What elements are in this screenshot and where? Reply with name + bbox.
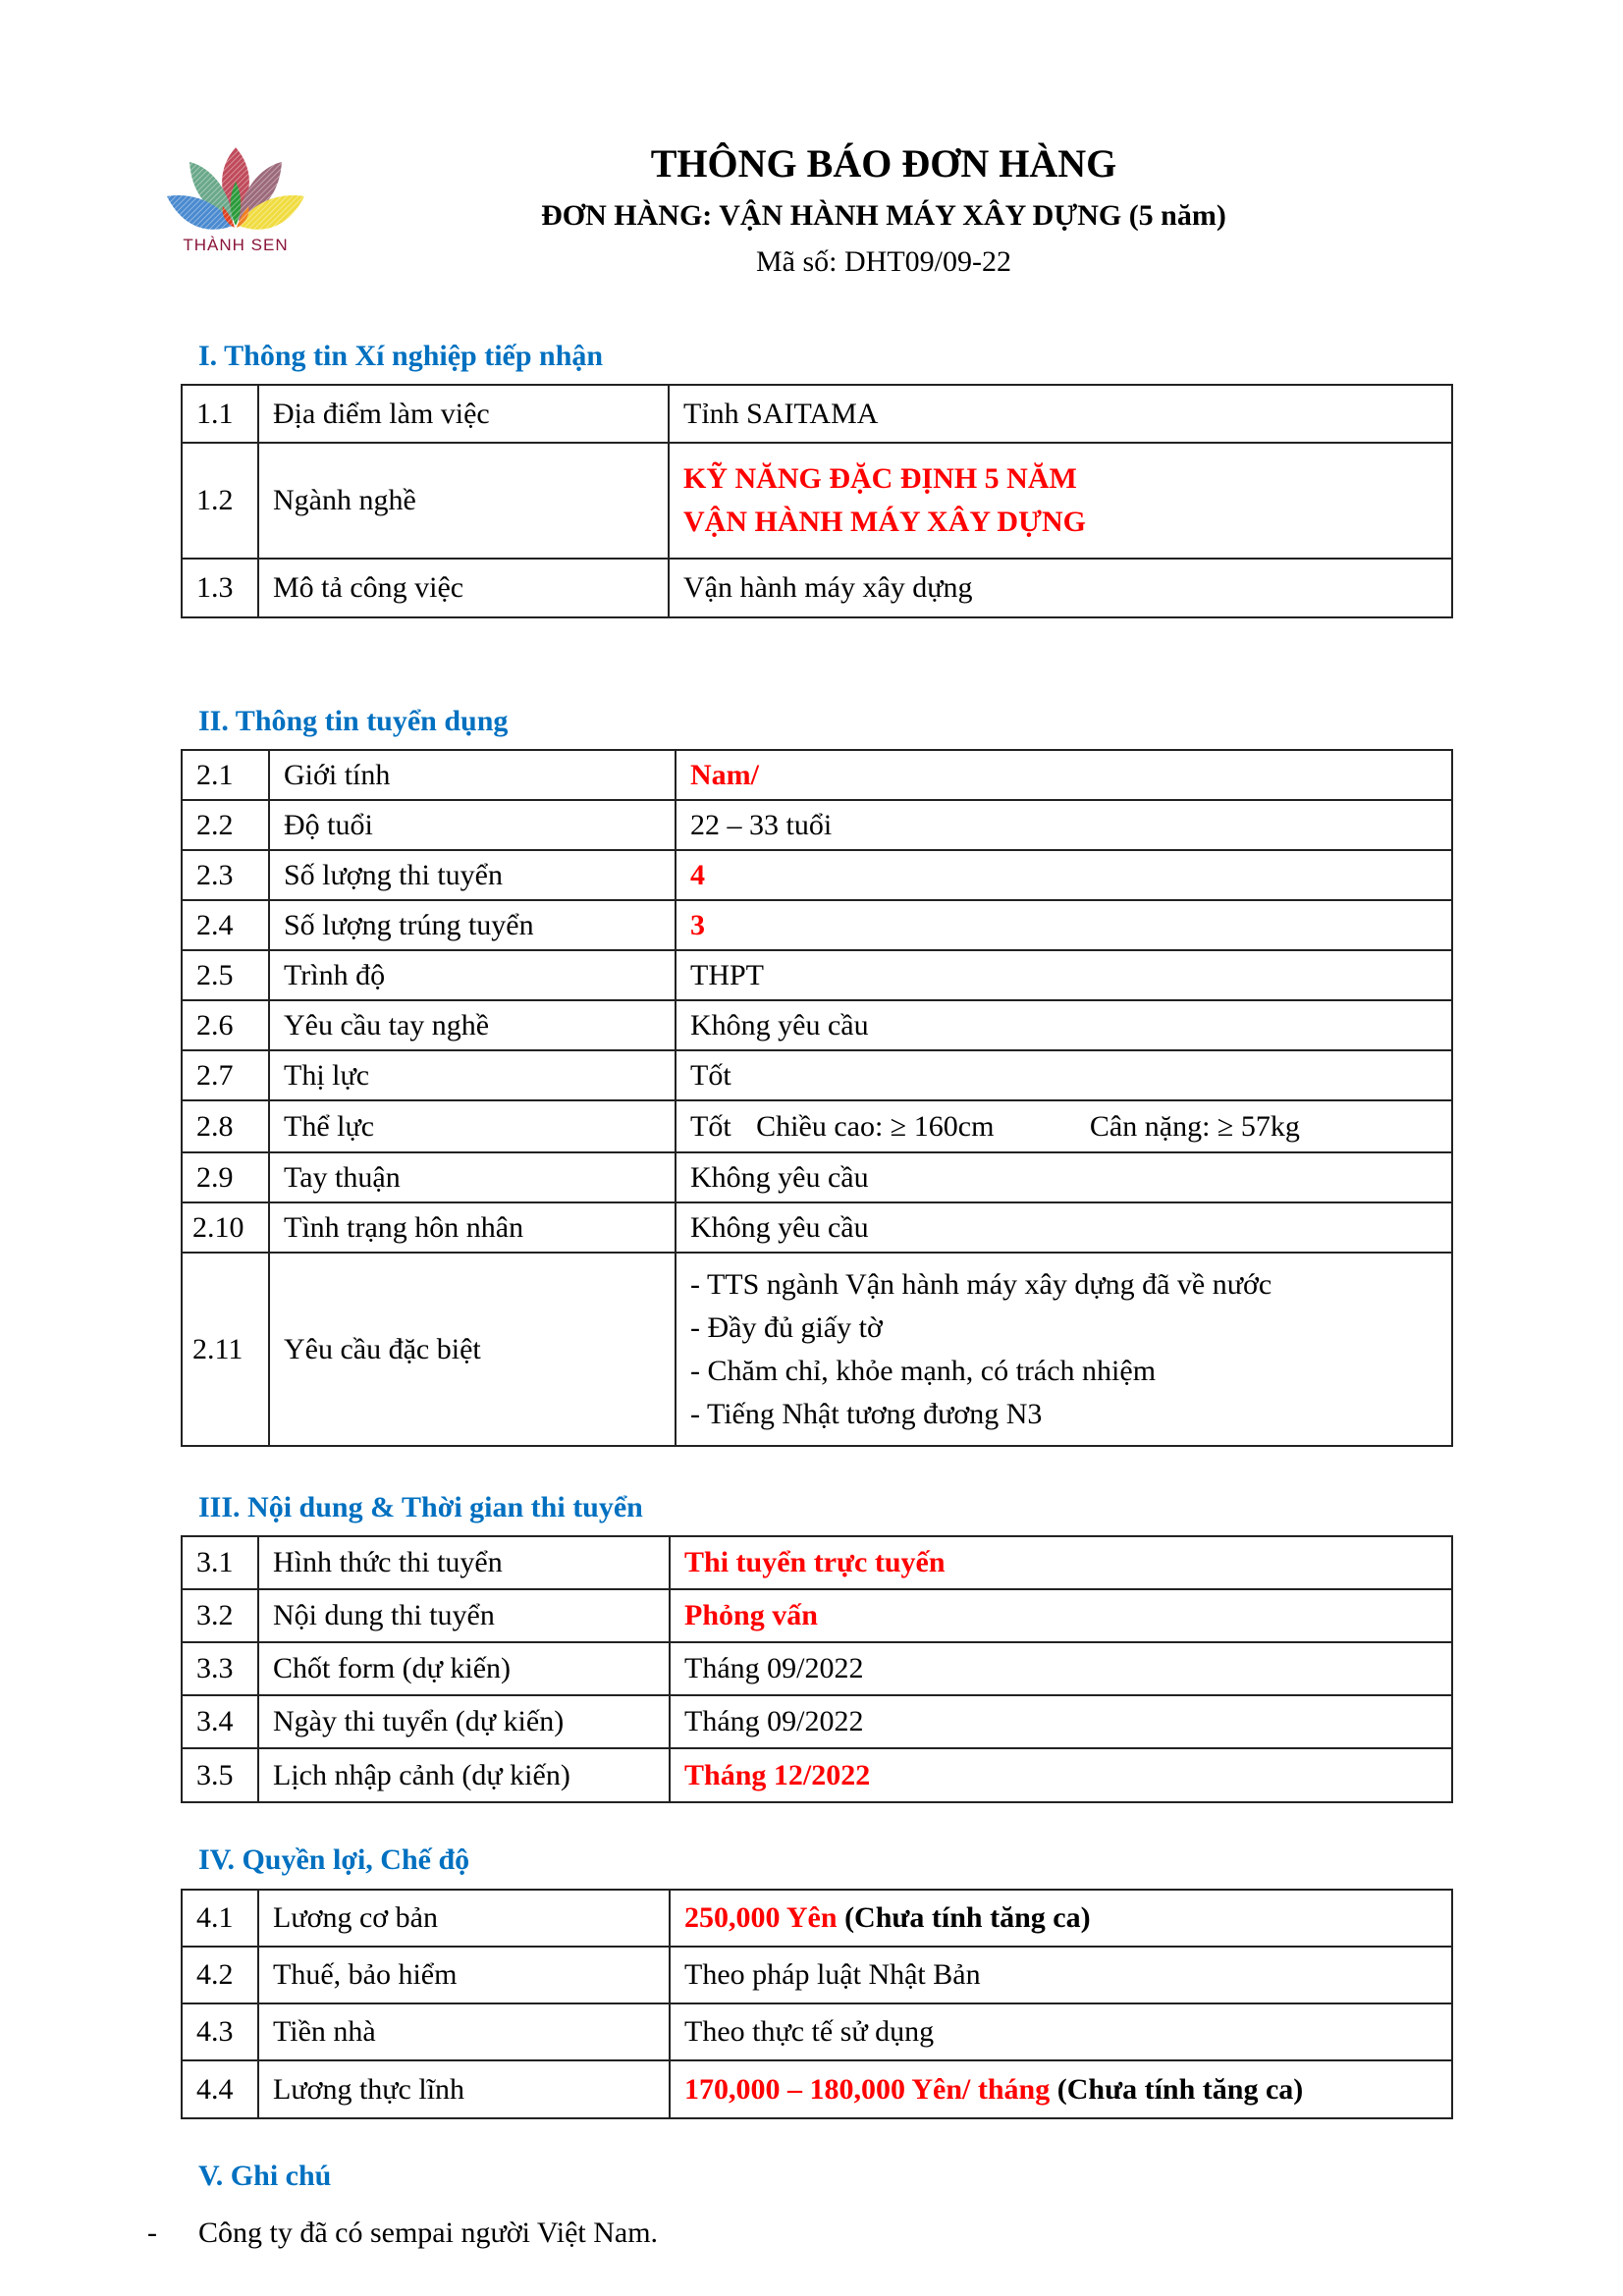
section-heading-3: III. Nội dung & Thời gian thi tuyển	[198, 1491, 643, 1523]
row-label: Số lượng trúng tuyển	[269, 900, 676, 950]
row-label: Giới tính	[269, 750, 676, 800]
row-label: Ngày thi tuyển (dự kiến)	[258, 1695, 670, 1748]
row-value: Tháng 09/2022	[670, 1642, 1452, 1695]
row-value-list	[676, 1253, 1452, 1446]
row-value	[670, 2060, 1452, 2118]
row-label: Độ tuổi	[269, 800, 676, 850]
row-value: Không yêu cầu	[676, 1152, 1452, 1202]
row-label: Yêu cầu đặc biệt	[269, 1253, 676, 1446]
row-number: 1.2	[182, 443, 258, 559]
row-label: Tiền nhà	[258, 2003, 670, 2060]
table-row	[182, 1890, 1452, 1947]
row-number: 2.10	[182, 1202, 269, 1253]
row-label: Thị lực	[269, 1050, 676, 1100]
table-row	[182, 1100, 1452, 1152]
fitness-value: Tốt	[690, 1109, 731, 1143]
row-value: 3	[676, 900, 1452, 950]
table-row	[182, 1642, 1452, 1695]
section-heading-5: V. Ghi chú	[198, 2160, 332, 2192]
row-number: 2.9	[182, 1152, 269, 1202]
row-value: Không yêu cầu	[676, 1000, 1452, 1050]
table-row	[182, 1152, 1452, 1202]
table-row	[182, 1050, 1452, 1100]
row-number: 2.4	[182, 900, 269, 950]
weight-requirement: Cân nặng: ≥ 57kg	[1089, 1109, 1300, 1143]
table-row	[182, 1947, 1452, 2003]
row-label: Lương thực lĩnh	[258, 2060, 670, 2118]
row-label: Số lượng thi tuyển	[269, 850, 676, 900]
row-value	[669, 443, 1452, 559]
row-number: 4.4	[182, 2060, 258, 2118]
row-value-line: KỸ NĂNG ĐẶC ĐỊNH 5 NĂM	[683, 462, 1077, 495]
section-1-table	[181, 384, 1453, 618]
table-row	[182, 850, 1452, 900]
row-label: Lương cơ bản	[258, 1890, 670, 1947]
row-number: 4.2	[182, 1947, 258, 2003]
section-4-table	[181, 1889, 1453, 2119]
section-heading-2: II. Thông tin tuyển dụng	[198, 705, 509, 737]
table-row	[182, 2060, 1452, 2118]
row-value: Theo thực tế sử dụng	[670, 2003, 1452, 2060]
row-label: Trình độ	[269, 950, 676, 1000]
row-label: Hình thức thi tuyển	[258, 1536, 670, 1589]
table-row	[182, 1589, 1452, 1642]
row-label: Tay thuận	[269, 1152, 676, 1202]
page-title: THÔNG BÁO ĐƠN HÀNG	[650, 141, 1117, 186]
row-value: Tháng 12/2022	[670, 1748, 1452, 1802]
row-number: 2.5	[182, 950, 269, 1000]
table-row	[182, 900, 1452, 950]
row-number: 1.1	[182, 385, 258, 443]
row-value: Tỉnh SAITAMA	[669, 385, 1452, 443]
order-code: Mã số: DHT09/09-22	[756, 245, 1011, 278]
row-label: Thể lực	[269, 1100, 676, 1152]
row-value: Theo pháp luật Nhật Bản	[670, 1947, 1452, 2003]
row-value: Tháng 09/2022	[670, 1695, 1452, 1748]
table-row	[182, 1202, 1452, 1253]
row-value: Vận hành máy xây dựng	[669, 559, 1452, 617]
section-2-table	[181, 749, 1453, 1447]
row-number: 3.5	[182, 1748, 258, 1802]
row-number: 3.3	[182, 1642, 258, 1695]
height-requirement: Chiều cao: ≥ 160cm	[756, 1109, 995, 1143]
table-row	[182, 950, 1452, 1000]
row-label: Tình trạng hôn nhân	[269, 1202, 676, 1253]
requirement-item: - TTS ngành Vận hành máy xây dựng đã về nước	[690, 1267, 1272, 1301]
row-value: THPT	[676, 950, 1452, 1000]
row-number: 2.11	[182, 1253, 269, 1446]
row-number: 4.3	[182, 2003, 258, 2060]
row-number: 1.3	[182, 559, 258, 617]
basic-salary: 250,000 Yên	[684, 1901, 838, 1934]
table-row	[182, 1253, 1452, 1446]
row-number: 2.6	[182, 1000, 269, 1050]
note-bullet: -	[147, 2216, 157, 2249]
table-row	[182, 559, 1452, 617]
table-row	[182, 2003, 1452, 2060]
table-row	[182, 800, 1452, 850]
table-row	[182, 1536, 1452, 1589]
row-number: 4.1	[182, 1890, 258, 1947]
requirement-item: - Đầy đủ giấy tờ	[690, 1310, 883, 1344]
table-row	[182, 1748, 1452, 1802]
section-heading-1: I. Thông tin Xí nghiệp tiếp nhận	[198, 340, 604, 372]
requirement-item: - Tiếng Nhật tương đương N3	[690, 1397, 1043, 1430]
table-row	[182, 1000, 1452, 1050]
table-row	[182, 385, 1452, 443]
requirement-item: - Chăm chỉ, khỏe mạnh, có trách nhiệm	[690, 1354, 1157, 1387]
row-number: 2.3	[182, 850, 269, 900]
row-label: Nội dung thi tuyển	[258, 1589, 670, 1642]
salary-note: (Chưa tính tăng ca)	[1050, 2072, 1304, 2106]
row-label: Địa điểm làm việc	[258, 385, 669, 443]
section-3-table	[181, 1535, 1453, 1803]
table-row	[182, 750, 1452, 800]
page-subtitle: ĐƠN HÀNG: VẬN HÀNH MÁY XÂY DỰNG (5 năm)	[541, 199, 1226, 232]
row-value	[676, 1100, 1452, 1152]
salary-note: (Chưa tính tăng ca)	[837, 1901, 1091, 1934]
net-salary: 170,000 – 180,000 Yên/ tháng	[684, 2072, 1051, 2106]
note-text: Công ty đã có sempai người Việt Nam.	[198, 2216, 659, 2249]
row-value: Phỏng vấn	[670, 1589, 1452, 1642]
row-label: Lịch nhập cảnh (dự kiến)	[258, 1748, 670, 1802]
table-row	[182, 443, 1452, 559]
section-heading-4: IV. Quyền lợi, Chế độ	[198, 1843, 470, 1876]
row-value: Thi tuyển trực tuyến	[670, 1536, 1452, 1589]
logo-text: THÀNH SEN	[183, 236, 289, 254]
row-number: 2.2	[182, 800, 269, 850]
row-number: 2.7	[182, 1050, 269, 1100]
row-value: Tốt	[676, 1050, 1452, 1100]
row-number: 3.1	[182, 1536, 258, 1589]
row-label: Mô tả công việc	[258, 559, 669, 617]
row-number: 2.1	[182, 750, 269, 800]
row-label: Yêu cầu tay nghề	[269, 1000, 676, 1050]
row-value: 4	[676, 850, 1452, 900]
row-label: Thuế, bảo hiểm	[258, 1947, 670, 2003]
row-label: Ngành nghề	[258, 443, 669, 559]
row-value	[670, 1890, 1452, 1947]
row-number: 3.2	[182, 1589, 258, 1642]
row-value-line: VẬN HÀNH MÁY XÂY DỰNG	[683, 506, 1086, 538]
table-row	[182, 1695, 1452, 1748]
row-value: Không yêu cầu	[676, 1202, 1452, 1253]
row-number: 3.4	[182, 1695, 258, 1748]
row-value: 22 – 33 tuổi	[676, 800, 1452, 850]
row-value: Nam/	[676, 750, 1452, 800]
row-label: Chốt form (dự kiến)	[258, 1642, 670, 1695]
row-number: 2.8	[182, 1100, 269, 1152]
